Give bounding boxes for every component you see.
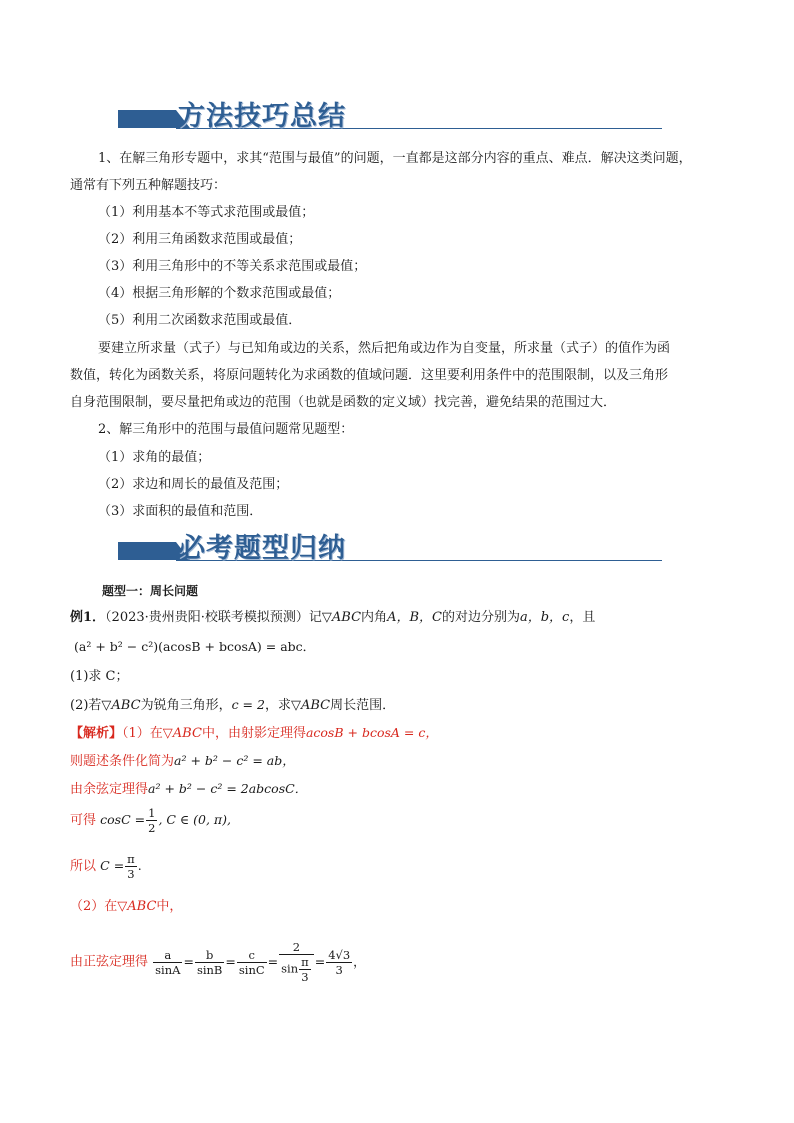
math: acosB + bcosA = c， xyxy=(305,725,438,740)
technique-2: （2）利用三角函数求范围或最值； xyxy=(98,232,302,247)
example-label: 例1． xyxy=(70,610,106,625)
technique-3: （3）利用三角形中的不等关系求范围或最值； xyxy=(98,259,367,274)
math xyxy=(100,852,142,881)
point-2: 2、解三角形中的范围与最值问题常见题型： xyxy=(98,422,354,437)
text: 可得 xyxy=(70,813,97,828)
numerator: π xyxy=(127,852,135,866)
angles: A，B，C xyxy=(387,610,442,625)
math: a² + b² − c² = ab， xyxy=(174,753,295,768)
solution-line-4 xyxy=(70,806,231,835)
text: 中，由射影定理得 xyxy=(201,726,306,741)
section-banner-summary xyxy=(118,100,662,134)
numerator: a xyxy=(153,948,182,963)
text: 中， xyxy=(156,899,183,914)
technique-5: （5）利用二次函数求范围或最值． xyxy=(98,313,302,328)
comma: ， xyxy=(353,953,366,969)
type-1: （1）求角的最值； xyxy=(98,450,211,465)
question-1: (1)求 C； xyxy=(70,669,129,684)
text: ，且 xyxy=(569,610,596,625)
triangle-symbol: ▽ABC xyxy=(117,899,157,914)
denominator: 2 xyxy=(148,821,156,835)
equals: = xyxy=(314,953,326,969)
numerator: π xyxy=(301,955,309,969)
type-label: 题型一：周长问题 xyxy=(102,584,199,598)
solution-line-2 xyxy=(70,752,295,771)
technique-1: （1）利用基本不等式求范围或最值； xyxy=(98,205,315,220)
sin: sin xyxy=(281,961,299,976)
section-banner-types xyxy=(118,532,662,566)
math: . xyxy=(137,858,142,873)
section-title-summary: 方法技巧总结 xyxy=(178,101,346,132)
banner-bar xyxy=(118,542,176,560)
type-3: （3）求面积的最值和范围． xyxy=(98,504,263,519)
denominator: 3 xyxy=(127,867,135,881)
math: C = xyxy=(100,858,125,873)
denominator: 3 xyxy=(335,962,343,977)
text: ，求 xyxy=(264,698,291,713)
fraction xyxy=(237,948,267,977)
fraction xyxy=(279,940,314,984)
solution-line-3 xyxy=(70,780,307,799)
technique-4: （4）根据三角形解的个数求范围或最值； xyxy=(98,286,341,301)
text: 由正弦定理得 xyxy=(70,954,149,970)
text: 的对边分别为 xyxy=(441,610,520,625)
triangle-symbol: ▽ABC xyxy=(321,610,362,625)
text: 内角 xyxy=(361,610,388,625)
numerator: 1 xyxy=(148,806,156,820)
math: cosC = xyxy=(100,812,146,827)
text: 则题述条件化简为 xyxy=(70,754,175,769)
denominator xyxy=(279,955,314,984)
solution-line-5 xyxy=(70,852,142,881)
fraction xyxy=(299,955,311,984)
paragraph-line-1: 要建立所求量（式子）与已知角或边的关系，然后把角或边作为自变量，所求量（式子）的值作为函 xyxy=(98,341,671,356)
text: (2)若 xyxy=(70,698,102,713)
math: , C ∈ (0, π), xyxy=(158,812,231,827)
solution-tag: 【解析】 xyxy=(70,726,123,741)
intro-line-2: 通常有下列五种解题技巧： xyxy=(70,178,227,193)
math xyxy=(152,940,366,984)
text: 由余弦定理得 xyxy=(70,782,149,797)
text: 为锐角三角形， xyxy=(140,698,232,713)
equals: = xyxy=(183,953,194,969)
fraction xyxy=(326,948,352,977)
text: （2）在 xyxy=(70,899,118,914)
numerator: b xyxy=(195,948,224,963)
math: c = 2 xyxy=(231,697,265,712)
law-of-sines-line xyxy=(70,940,366,984)
numerator: 4√3 xyxy=(328,947,351,962)
type-2: （2）求边和周长的最值及范围； xyxy=(98,477,289,492)
triangle-symbol: ▽ABC xyxy=(101,698,141,713)
paragraph-line-2: 数值，转化为函数关系，将原问题转化为求函数的值域问题．这里要利用条件中的范围限制，以及三角形 xyxy=(70,368,669,383)
solution-part-2 xyxy=(70,898,182,916)
sides: a，b，c xyxy=(519,610,570,625)
intro-line-1: 1、在解三角形专题中，求其“范围与最值”的问题，一直都是这部分内容的重点、难点．解决这类问题， xyxy=(98,151,692,166)
question-2 xyxy=(70,696,395,715)
section-title-types: 必考题型归纳 xyxy=(178,533,346,564)
text: 周长范围． xyxy=(330,698,396,713)
numerator: c xyxy=(237,948,267,963)
denominator: sinA xyxy=(155,962,181,977)
text: （1）在 xyxy=(122,726,163,741)
numerator: 2 xyxy=(279,940,314,955)
denominator: sinC xyxy=(238,962,265,977)
math: a² + b² − c² = 2abcosC． xyxy=(148,781,308,796)
equals: = xyxy=(267,953,279,969)
solution-line-1 xyxy=(70,724,438,743)
denominator: sinB xyxy=(196,962,223,977)
example-statement xyxy=(70,609,595,627)
math xyxy=(100,806,231,835)
fraction xyxy=(195,948,224,977)
example-condition: (a² + b² − c²)(acosB + bcosA) = abc． xyxy=(74,639,316,654)
triangle-symbol: ▽ABC xyxy=(290,698,331,713)
equals: = xyxy=(225,953,236,969)
banner-bar xyxy=(118,110,176,128)
fraction xyxy=(125,852,137,881)
denominator: 3 xyxy=(301,970,309,984)
fraction xyxy=(146,806,157,835)
fraction xyxy=(153,948,182,977)
text: 所以 xyxy=(70,859,97,874)
triangle-symbol: ▽ABC xyxy=(162,726,202,741)
paragraph-line-3: 自身范围限制，要尽量把角或边的范围（也就是函数的定义域）找完善，避免结果的范围过大． xyxy=(70,395,617,410)
example-source: （2023·贵州贵阳·校联考模拟预测）记 xyxy=(105,610,322,625)
